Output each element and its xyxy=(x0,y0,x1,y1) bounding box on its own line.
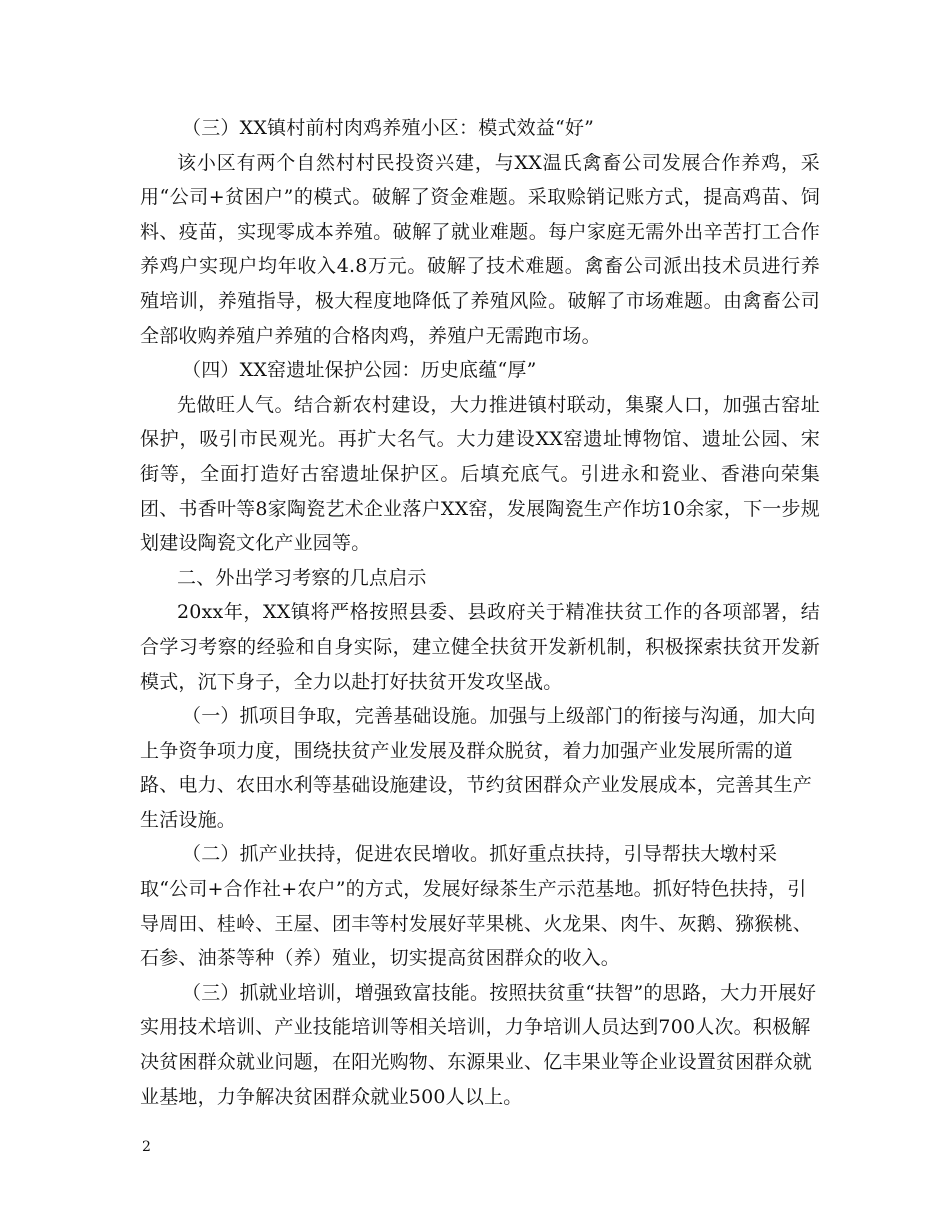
section-heading-inspiration: 二、外出学习考察的几点启示 xyxy=(177,566,427,589)
document-body xyxy=(140,111,820,1114)
paragraph-kiln-site-protection: 先做旺人气。结合新农村建设，大力推进镇村联动，集聚人口，加强古窑址保护，吸引市民观光。再扩大名气。大力建设XX窑遗址博物馆、遗址公园、宋街等，全面打造好古窑遗址保护区。后填充底气。引进永和瓷业、香港向荣集团、书香叶等8家陶瓷艺术企业落户XX窑，发展陶瓷生产作坊10余家，下一步规划建设陶瓷文化产业园等。 xyxy=(140,393,820,555)
section-heading-village-chicken-farm: （三）XX镇村前村肉鸡养殖小区：模式效益“好” xyxy=(182,117,595,139)
section-heading-kiln-site-park: （四）XX窑遗址保护公园：历史底蕴“厚” xyxy=(182,359,537,382)
paragraph-industry-support: （二）抓产业扶持，促进农民增收。抓好重点扶持，引导帮扶大墩村采取“公司+合作社+农户”的方式，发展好绿茶生产示范基地。抓好特色扶持，引导周田、桂岭、王屋、团丰等村发展好苹果桃、火龙果、肉牛、灰鹅、猕猴桃、石参、油茶等种（养）殖业，切实提高贫困群众的收入。 xyxy=(140,843,813,970)
paragraph-infrastructure: （一）抓项目争取，完善基础设施。加强与上级部门的衔接与沟通，加大向上争资争项力度，围绕扶贫产业发展及群众脱贫，着力加强产业发展所需的道路、电力、农田水利等基础设施建设，节约贫困群众产业发展成本，完善其生产生活设施。 xyxy=(140,705,816,831)
paragraph-poverty-plan: 20xx年，XX镇将严格按照县委、县政府关于精准扶贫工作的各项部署，结合学习考察的经验和自身实际，建立健全扶贫开发新机制，积极探索扶贫开发新模式，沉下身子，全力以赴打好扶贫开发攻坚战。 xyxy=(140,601,820,693)
page-number: 2 xyxy=(142,1139,151,1155)
paragraph-employment-training: （三）抓就业培训，增强致富技能。按照扶贫重“扶智”的思路，大力开展好实用技术培训、产业技能培训等相关培训，力争培训人员达到700人次。积极解决贫困群众就业问题，在阳光购物、东源果业、亿丰果业等企业设置贫困群众就业基地，力争解决贫困群众就业500人以上。 xyxy=(140,981,817,1108)
paragraph-chicken-farm-model: 该小区有两个自然村村民投资兴建，与XX温氏禽畜公司发展合作养鸡，采用“公司+贫困户”的模式。破解了资金难题。采取赊销记账方式，提高鸡苗、饲料、疫苗，实现零成本养殖。破解了就业难题。每户家庭无需外出辛苦打工合作养鸡户实现户均年收入4.8万元。破解了技术难题。禽畜公司派出技术员进行养殖培训，养殖指导，极大程度地降低了养殖风险。破解了市场难题。由禽畜公司全部收购养殖户养殖的合格肉鸡，养殖户无需跑市场。 xyxy=(140,151,820,347)
